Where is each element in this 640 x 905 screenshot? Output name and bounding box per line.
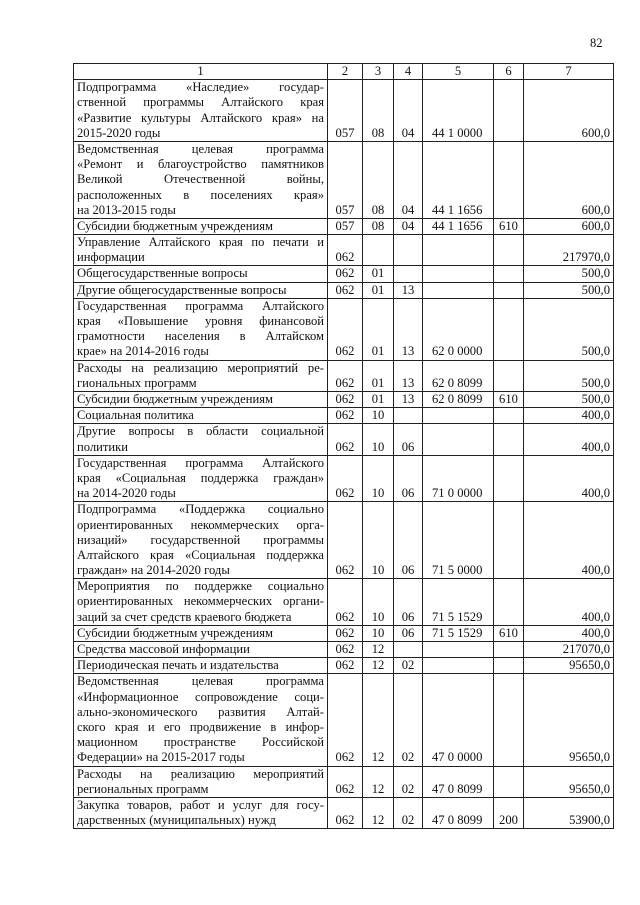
item-name-line: края «Социальная поддержка граждан» xyxy=(77,470,324,485)
department-code-cell: 062 xyxy=(328,642,363,658)
subsection-code-cell: 13 xyxy=(394,282,423,298)
section-code-cell: 08 xyxy=(363,80,394,142)
department-code-cell: 062 xyxy=(328,455,363,502)
item-name-line: Управление Алтайского края по печати и xyxy=(77,235,324,250)
table-row xyxy=(74,502,614,579)
item-name-cell xyxy=(74,298,328,360)
item-name-line: Субсидии бюджетным учреждениям xyxy=(77,218,273,233)
item-name-cell xyxy=(74,392,328,408)
item-name-line: ственной программы Алтайского края xyxy=(77,95,324,110)
item-name-cell xyxy=(74,408,328,424)
table-row xyxy=(74,392,614,408)
target-article-code-cell: 44 1 1656 xyxy=(423,141,494,218)
expense-type-code-cell: 610 xyxy=(494,625,524,641)
target-article-code-cell: 71 5 1529 xyxy=(423,625,494,641)
item-name-line: Мероприятия по поддержке социально xyxy=(77,579,324,594)
section-code-cell: 12 xyxy=(363,658,394,674)
target-article-code-cell xyxy=(423,424,494,455)
amount-cell: 95650,0 xyxy=(524,674,614,766)
section-code-cell: 08 xyxy=(363,141,394,218)
item-name-line: гиональных программ xyxy=(77,375,197,390)
subsection-code-cell: 04 xyxy=(394,80,423,142)
expense-type-code-cell xyxy=(494,360,524,391)
amount-cell: 500,0 xyxy=(524,360,614,391)
item-name-line: Общегосударственные вопросы xyxy=(77,266,248,281)
item-name-cell xyxy=(74,80,328,142)
amount-cell: 217970,0 xyxy=(524,235,614,266)
item-name-line: Подпрограмма «Поддержка социально xyxy=(77,502,324,517)
item-name-line: Федерации» на 2015-2017 годы xyxy=(77,750,245,765)
item-name-line: низаций» государственной программы xyxy=(77,532,324,547)
subsection-code-cell: 13 xyxy=(394,298,423,360)
expense-type-code-cell xyxy=(494,298,524,360)
target-article-code-cell: 44 1 0000 xyxy=(423,80,494,142)
target-article-code-cell xyxy=(423,235,494,266)
item-name-line: на 2014-2020 годы xyxy=(77,486,176,501)
department-code-cell: 062 xyxy=(328,424,363,455)
amount-cell: 53900,0 xyxy=(524,797,614,828)
table-row xyxy=(74,218,614,234)
table-row xyxy=(74,455,614,502)
item-name-line: граждан» на 2014-2020 годы xyxy=(77,563,230,578)
section-code-cell: 10 xyxy=(363,455,394,502)
table-body xyxy=(74,80,614,829)
amount-cell: 95650,0 xyxy=(524,658,614,674)
subsection-code-cell: 02 xyxy=(394,674,423,766)
expense-type-code-cell xyxy=(494,658,524,674)
page-number: 82 xyxy=(590,36,603,50)
amount-cell: 600,0 xyxy=(524,141,614,218)
item-name-cell xyxy=(74,642,328,658)
header-cell: 1 xyxy=(74,64,328,80)
item-name-line: ориентированных некоммерческих орга- xyxy=(77,517,324,532)
table-row xyxy=(74,360,614,391)
expense-type-code-cell: 610 xyxy=(494,392,524,408)
item-name-cell xyxy=(74,141,328,218)
item-name-cell xyxy=(74,625,328,641)
subsection-code-cell: 04 xyxy=(394,218,423,234)
expense-type-code-cell xyxy=(494,266,524,282)
department-code-cell: 062 xyxy=(328,797,363,828)
section-code-cell xyxy=(363,235,394,266)
header-row xyxy=(74,64,614,80)
item-name-cell xyxy=(74,658,328,674)
subsection-code-cell xyxy=(394,266,423,282)
department-code-cell: 057 xyxy=(328,218,363,234)
subsection-code-cell: 06 xyxy=(394,502,423,579)
target-article-code-cell: 47 0 8099 xyxy=(423,766,494,797)
table-row xyxy=(74,658,614,674)
header-cell: 3 xyxy=(363,64,394,80)
table-row xyxy=(74,298,614,360)
item-name-cell xyxy=(74,502,328,579)
department-code-cell: 062 xyxy=(328,658,363,674)
item-name-line: информации xyxy=(77,250,145,265)
table-row xyxy=(74,266,614,282)
item-name-cell xyxy=(74,360,328,391)
item-name-line: региональных программ xyxy=(77,781,209,796)
amount-cell: 400,0 xyxy=(524,579,614,626)
item-name-line: мационном пространстве Российской xyxy=(77,735,324,750)
target-article-code-cell: 47 0 8099 xyxy=(423,797,494,828)
section-code-cell: 01 xyxy=(363,282,394,298)
department-code-cell: 062 xyxy=(328,625,363,641)
section-code-cell: 10 xyxy=(363,502,394,579)
item-name-line: Субсидии бюджетным учреждениям xyxy=(77,392,273,407)
item-name-line: Социальная политика xyxy=(77,408,194,423)
amount-cell: 400,0 xyxy=(524,455,614,502)
subsection-code-cell xyxy=(394,642,423,658)
item-name-line: Ведомственная целевая программа xyxy=(77,674,324,689)
item-name-cell xyxy=(74,235,328,266)
item-name-line: края «Повышение уровня финансовой xyxy=(77,314,324,329)
header-cell: 2 xyxy=(328,64,363,80)
item-name-line: Другие общегосударственные вопросы xyxy=(77,282,287,297)
section-code-cell: 12 xyxy=(363,766,394,797)
expense-type-code-cell xyxy=(494,408,524,424)
table-row xyxy=(74,674,614,766)
item-name-line: ориентированных некоммерческих органи- xyxy=(77,594,324,609)
amount-cell: 400,0 xyxy=(524,502,614,579)
item-name-line: Государственная программа Алтайского xyxy=(77,455,324,470)
expense-type-code-cell xyxy=(494,674,524,766)
subsection-code-cell: 02 xyxy=(394,797,423,828)
item-name-line: Государственная программа Алтайского xyxy=(77,298,324,313)
item-name-cell xyxy=(74,797,328,828)
item-name-line: «Ремонт и благоустройство памятников xyxy=(77,157,324,172)
subsection-code-cell: 06 xyxy=(394,625,423,641)
expense-type-code-cell xyxy=(494,642,524,658)
subsection-code-cell xyxy=(394,408,423,424)
item-name-cell xyxy=(74,282,328,298)
target-article-code-cell: 62 0 8099 xyxy=(423,360,494,391)
section-code-cell: 01 xyxy=(363,360,394,391)
amount-cell: 400,0 xyxy=(524,424,614,455)
target-article-code-cell: 71 0 0000 xyxy=(423,455,494,502)
department-code-cell: 062 xyxy=(328,579,363,626)
item-name-line: Другие вопросы в области социальной xyxy=(77,424,324,439)
budget-table xyxy=(73,63,614,829)
department-code-cell: 062 xyxy=(328,392,363,408)
item-name-line: 2015-2020 годы xyxy=(77,125,161,140)
section-code-cell: 10 xyxy=(363,579,394,626)
item-name-line: Закупка товаров, работ и услуг для госу- xyxy=(77,797,324,812)
section-code-cell: 01 xyxy=(363,298,394,360)
amount-cell: 600,0 xyxy=(524,218,614,234)
item-name-line: Расходы на реализацию мероприятий xyxy=(77,766,324,781)
table-row xyxy=(74,141,614,218)
table-row xyxy=(74,424,614,455)
item-name-cell xyxy=(74,766,328,797)
target-article-code-cell: 44 1 1656 xyxy=(423,218,494,234)
table-row xyxy=(74,579,614,626)
subsection-code-cell xyxy=(394,235,423,266)
department-code-cell: 062 xyxy=(328,282,363,298)
item-name-line: крае» на 2014-2016 годы xyxy=(77,344,209,359)
expense-type-code-cell: 200 xyxy=(494,797,524,828)
section-code-cell: 12 xyxy=(363,642,394,658)
department-code-cell: 057 xyxy=(328,80,363,142)
item-name-cell xyxy=(74,579,328,626)
section-code-cell: 08 xyxy=(363,218,394,234)
item-name-line: Периодическая печать и издательства xyxy=(77,658,279,673)
target-article-code-cell: 47 0 0000 xyxy=(423,674,494,766)
section-code-cell: 12 xyxy=(363,674,394,766)
expense-type-code-cell xyxy=(494,579,524,626)
subsection-code-cell: 13 xyxy=(394,360,423,391)
item-name-line: расположенных в поселениях края» xyxy=(77,187,324,202)
target-article-code-cell xyxy=(423,642,494,658)
item-name-line: ально-экономического развития Алтай- xyxy=(77,704,324,719)
target-article-code-cell: 71 5 0000 xyxy=(423,502,494,579)
header-cell: 5 xyxy=(423,64,494,80)
table-row xyxy=(74,282,614,298)
item-name-line: Субсидии бюджетным учреждениям xyxy=(77,625,273,640)
table-row xyxy=(74,642,614,658)
item-name-line: Подпрограмма «Наследие» государ- xyxy=(77,80,324,95)
subsection-code-cell: 06 xyxy=(394,424,423,455)
section-code-cell: 10 xyxy=(363,625,394,641)
header-cell: 4 xyxy=(394,64,423,80)
item-name-line: дарственных (муниципальных) нужд xyxy=(77,813,276,828)
expense-type-code-cell xyxy=(494,502,524,579)
item-name-line: ского края и его продвижение в инфор- xyxy=(77,720,324,735)
department-code-cell: 062 xyxy=(328,298,363,360)
item-name-line: на 2013-2015 годы xyxy=(77,202,176,217)
item-name-line: грамотности населения в Алтайском xyxy=(77,329,324,344)
department-code-cell: 062 xyxy=(328,408,363,424)
target-article-code-cell xyxy=(423,658,494,674)
section-code-cell: 10 xyxy=(363,424,394,455)
table-row xyxy=(74,235,614,266)
section-code-cell: 10 xyxy=(363,408,394,424)
section-code-cell: 12 xyxy=(363,797,394,828)
header-cell: 7 xyxy=(524,64,614,80)
table-row xyxy=(74,80,614,142)
item-name-line: политики xyxy=(77,439,128,454)
item-name-cell xyxy=(74,218,328,234)
department-code-cell: 062 xyxy=(328,360,363,391)
amount-cell: 500,0 xyxy=(524,392,614,408)
item-name-line: Ведомственная целевая программа xyxy=(77,141,324,156)
target-article-code-cell: 62 0 0000 xyxy=(423,298,494,360)
expense-type-code-cell xyxy=(494,282,524,298)
subsection-code-cell: 02 xyxy=(394,766,423,797)
target-article-code-cell xyxy=(423,266,494,282)
table-row xyxy=(74,408,614,424)
item-name-cell xyxy=(74,674,328,766)
subsection-code-cell: 06 xyxy=(394,579,423,626)
target-article-code-cell xyxy=(423,282,494,298)
table-row xyxy=(74,766,614,797)
department-code-cell: 057 xyxy=(328,141,363,218)
item-name-line: Великой Отечественной войны, xyxy=(77,172,324,187)
department-code-cell: 062 xyxy=(328,766,363,797)
amount-cell: 217070,0 xyxy=(524,642,614,658)
item-name-line: «Информационное сопровождение соци- xyxy=(77,689,324,704)
subsection-code-cell: 02 xyxy=(394,658,423,674)
section-code-cell: 01 xyxy=(363,266,394,282)
amount-cell: 400,0 xyxy=(524,408,614,424)
amount-cell: 500,0 xyxy=(524,266,614,282)
item-name-cell xyxy=(74,455,328,502)
subsection-code-cell: 04 xyxy=(394,141,423,218)
subsection-code-cell: 06 xyxy=(394,455,423,502)
expense-type-code-cell xyxy=(494,455,524,502)
expense-type-code-cell xyxy=(494,766,524,797)
amount-cell: 500,0 xyxy=(524,298,614,360)
header-cell: 6 xyxy=(494,64,524,80)
table-row xyxy=(74,797,614,828)
expense-type-code-cell xyxy=(494,235,524,266)
target-article-code-cell: 62 0 8099 xyxy=(423,392,494,408)
item-name-line: Алтайского края «Социальная поддержка xyxy=(77,547,324,562)
amount-cell: 500,0 xyxy=(524,282,614,298)
item-name-cell xyxy=(74,424,328,455)
amount-cell: 400,0 xyxy=(524,625,614,641)
item-name-line: Расходы на реализацию мероприятий ре- xyxy=(77,360,324,375)
section-code-cell: 01 xyxy=(363,392,394,408)
expense-type-code-cell: 610 xyxy=(494,218,524,234)
table-row xyxy=(74,625,614,641)
amount-cell: 600,0 xyxy=(524,80,614,142)
item-name-cell xyxy=(74,266,328,282)
item-name-line: «Развитие культуры Алтайского края» на xyxy=(77,110,324,125)
expense-type-code-cell xyxy=(494,424,524,455)
target-article-code-cell xyxy=(423,408,494,424)
item-name-line: заций за счет средств краевого бюджета xyxy=(77,609,292,624)
expense-type-code-cell xyxy=(494,141,524,218)
department-code-cell: 062 xyxy=(328,235,363,266)
item-name-line: Средства массовой информации xyxy=(77,642,250,657)
target-article-code-cell: 71 5 1529 xyxy=(423,579,494,626)
department-code-cell: 062 xyxy=(328,266,363,282)
expense-type-code-cell xyxy=(494,80,524,142)
amount-cell: 95650,0 xyxy=(524,766,614,797)
department-code-cell: 062 xyxy=(328,674,363,766)
department-code-cell: 062 xyxy=(328,502,363,579)
subsection-code-cell: 13 xyxy=(394,392,423,408)
